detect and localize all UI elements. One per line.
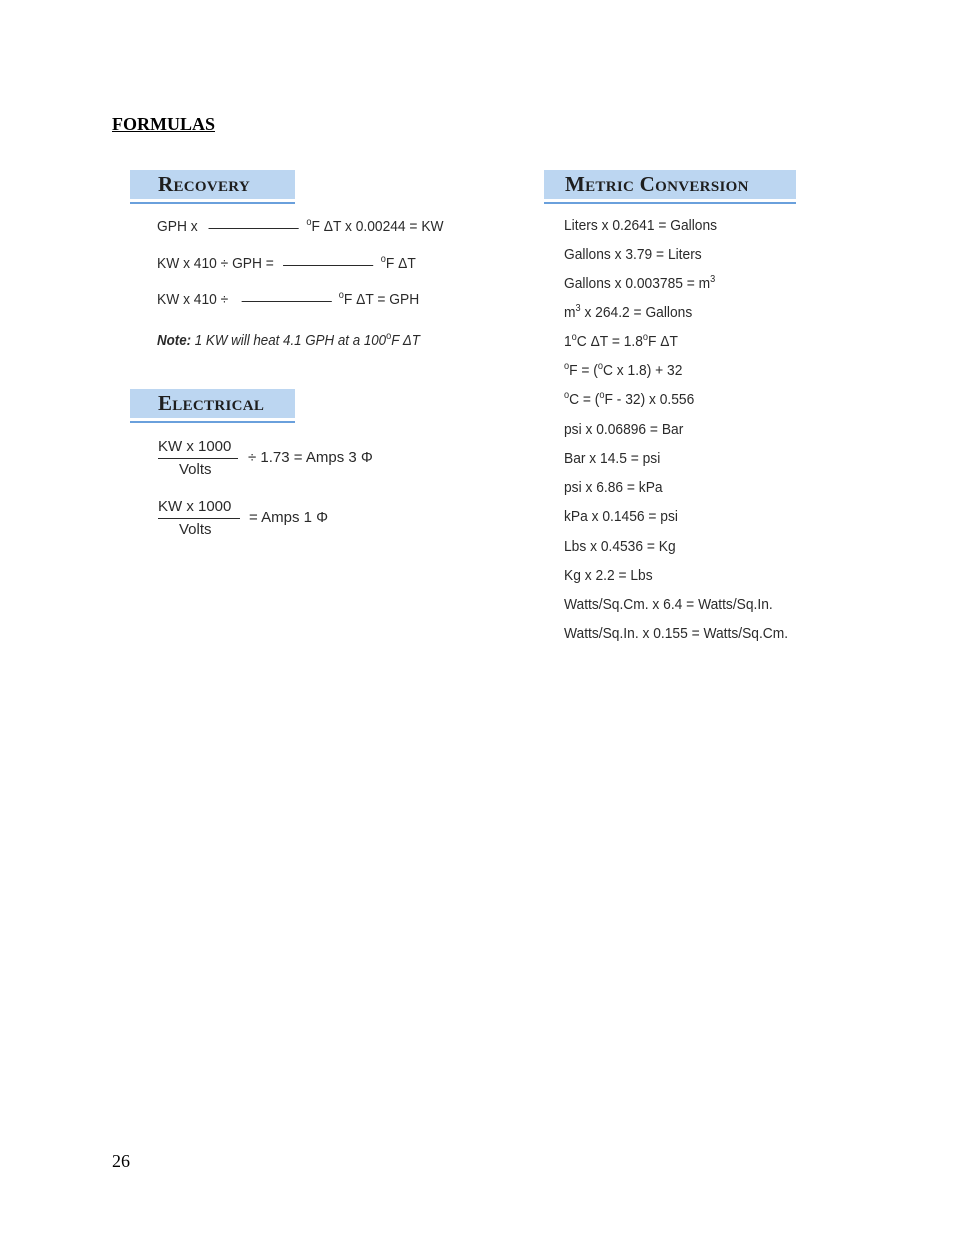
conversion-kg-lbs: Kg x 2.2 = Lbs — [564, 567, 653, 584]
recovery-line3-a: KW x 410 ÷ — [157, 291, 229, 308]
recovery-formula-gph-to-kw — [157, 218, 444, 235]
conversion-celsius-to-fahrenheit — [564, 362, 682, 379]
degree-mark: o — [642, 332, 649, 343]
degree-mark: o — [599, 390, 605, 401]
degree-mark: o — [571, 332, 577, 343]
conversion-text: m — [564, 304, 576, 321]
recovery-line2-a: KW x 410 ÷ GPH = — [157, 255, 274, 272]
fraction-numerator: KW x 1000 — [158, 438, 232, 455]
note-label: Note: — [157, 333, 192, 349]
conversion-text: Gallons x 0.003785 = m — [564, 275, 711, 292]
conversion-lbs-kg: Lbs x 0.4536 = Kg — [564, 538, 676, 555]
metric-title: Metric Conversion — [544, 170, 796, 199]
fraction-denominator: Volts — [179, 521, 212, 538]
recovery-line1-b: F ΔT x 0.00244 = KW — [311, 218, 444, 235]
conversion-text: x 264.2 = Gallons — [580, 304, 693, 321]
fraction-numerator: KW x 1000 — [158, 498, 232, 515]
electrical-title: Electrical — [130, 389, 295, 418]
conversion-psi-kpa: psi x 6.86 = kPa — [564, 479, 663, 496]
superscript: 3 — [710, 274, 716, 285]
degree-mark: o — [338, 290, 344, 301]
note-text: 1 KW will heat 4.1 GPH at a 100 — [194, 333, 387, 349]
fraction-bar — [158, 518, 240, 519]
recovery-formula-kw-to-gph — [157, 291, 419, 308]
fraction-bar — [158, 458, 238, 459]
conversion-watts-sqin-sqcm: Watts/Sq.In. x 0.155 = Watts/Sq.Cm. — [564, 625, 789, 642]
conversion-liters-gallons: Liters x 0.2641 = Gallons — [564, 217, 718, 234]
page-number: 26 — [112, 1151, 130, 1171]
page-heading: FORMULAS — [112, 114, 215, 134]
conversion-text: C x 1.8) + 32 — [602, 362, 683, 379]
recovery-line3-b: F ΔT = GPH — [343, 291, 420, 308]
degree-mark: o — [380, 254, 386, 265]
degree-mark: o — [306, 217, 312, 228]
conversion-text: C ΔT = 1.8 — [576, 333, 643, 350]
conversion-text: F - 32) x 0.556 — [604, 391, 695, 408]
degree-mark: o — [564, 361, 570, 372]
conversion-text: F ΔT — [648, 333, 678, 350]
recovery-line1-a: GPH x — [157, 218, 198, 235]
conversion-kpa-psi: kPa x 0.1456 = psi — [564, 508, 678, 525]
recovery-note — [157, 333, 420, 349]
conversion-gallons-liters: Gallons x 3.79 = Liters — [564, 246, 702, 263]
conversion-text: 1 — [564, 333, 572, 350]
conversion-text: F = ( — [569, 362, 598, 379]
conversion-psi-bar: psi x 0.06896 = Bar — [564, 421, 684, 438]
degree-mark: o — [386, 331, 392, 342]
electrical-header — [130, 389, 295, 423]
metric-rule — [544, 202, 796, 204]
note-text-end: F ΔT — [391, 333, 420, 349]
fraction-denominator: Volts — [179, 461, 212, 478]
blank-line — [283, 265, 373, 266]
conversion-watts-sqcm-sqin: Watts/Sq.Cm. x 6.4 = Watts/Sq.In. — [564, 596, 773, 613]
conversion-cubic-meters-gallons — [564, 304, 692, 321]
recovery-rule — [130, 202, 295, 204]
formula-result: = Amps 1 Φ — [249, 509, 329, 526]
degree-mark: o — [564, 390, 570, 401]
conversion-fahrenheit-to-celsius — [564, 391, 694, 408]
degree-mark: o — [597, 361, 603, 372]
formula-result: ÷ 1.73 = Amps 3 Φ — [248, 449, 373, 466]
recovery-formula-kw-to-rise — [157, 255, 416, 272]
blank-line — [241, 301, 331, 302]
conversion-celsius-rise-fahrenheit-rise — [564, 333, 678, 350]
recovery-title: Recovery — [130, 170, 295, 199]
electrical-rule — [130, 421, 295, 423]
recovery-header — [130, 170, 295, 204]
conversion-text: C = ( — [569, 391, 600, 408]
recovery-line2-b: F ΔT — [385, 255, 416, 272]
metric-header — [544, 170, 796, 204]
conversion-bar-psi: Bar x 14.5 = psi — [564, 450, 661, 467]
electrical-three-phase-formula — [158, 438, 418, 484]
conversion-gallons-cubic-meters — [564, 275, 715, 292]
blank-line — [209, 228, 299, 229]
superscript: 3 — [575, 303, 581, 314]
electrical-single-phase-formula — [158, 498, 418, 544]
